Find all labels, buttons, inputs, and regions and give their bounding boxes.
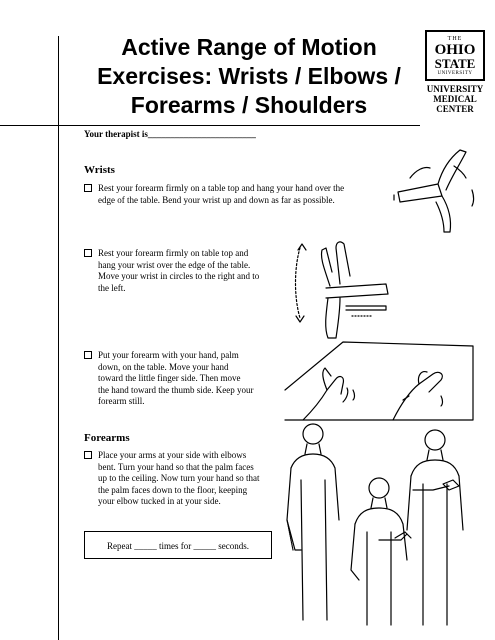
exercise-item-wrist-2 [84, 248, 294, 296]
logo-line-1: UNIVERSITY [426, 84, 484, 94]
exercise-text: Place your arms at your side with elbows bent. Turn your hand so that the palm faces up to the ceiling. Now turn your hand so that the palm faces down to the floor, keeping your elbow tucked in at your side. [98, 450, 260, 506]
exercise-item-wrist-3 [84, 350, 294, 410]
checkbox-icon[interactable] [84, 451, 92, 459]
title-line-2: Exercises: Wrists / Elbows / [97, 63, 401, 89]
checkbox-icon[interactable] [84, 249, 92, 257]
left-margin-line [58, 36, 59, 640]
wrist-deviation-illustration [283, 340, 478, 430]
wrist-flex-illustration [390, 140, 490, 235]
university-logo [425, 30, 485, 114]
title-line-3: Forearms / Shoulders [130, 92, 368, 118]
exercise-item-forearm-1 [84, 450, 294, 510]
checkbox-icon[interactable] [84, 351, 92, 359]
header-divider [0, 125, 420, 126]
repeat-instructions: Repeat _____ times for _____ seconds. [84, 531, 272, 559]
section-heading-forearms: Forearms [84, 432, 130, 444]
wrist-circle-illustration [290, 228, 400, 343]
section-heading-wrists: Wrists [84, 164, 115, 176]
logo-seal [425, 30, 485, 81]
therapist-field: Your therapist is________________________ [84, 129, 256, 139]
exercise-text: Rest your forearm firmly on a table top and hang your hand over the edge of the table. Bend your wrist up and down as far as possible. [98, 183, 345, 205]
logo-state: STATE [434, 56, 476, 71]
page-title [84, 33, 414, 120]
logo-university-small: UNIVERSITY [437, 71, 473, 76]
checkbox-icon[interactable] [84, 184, 92, 192]
logo-line-2: MEDICAL [433, 94, 477, 104]
logo-medical-center [425, 84, 485, 114]
logo-line-3: CENTER [436, 104, 474, 114]
logo-ohio: OHIO [434, 42, 476, 58]
exercise-text: Put your forearm with your hand, palm down, on the table. Move your hand toward the little finger side. Then move the hand toward the thumb side. Keep your forearm still. [98, 350, 254, 406]
logo-the: THE [447, 36, 463, 42]
title-line-1: Active Range of Motion [121, 34, 377, 60]
exercise-text: Rest your forearm firmly on table top and hang your wrist over the edge of the table. Move your wrist in circles to the right and to the left. [98, 248, 260, 293]
forearm-rotation-illustration [283, 420, 488, 630]
exercise-item-wrist-1 [84, 183, 384, 207]
